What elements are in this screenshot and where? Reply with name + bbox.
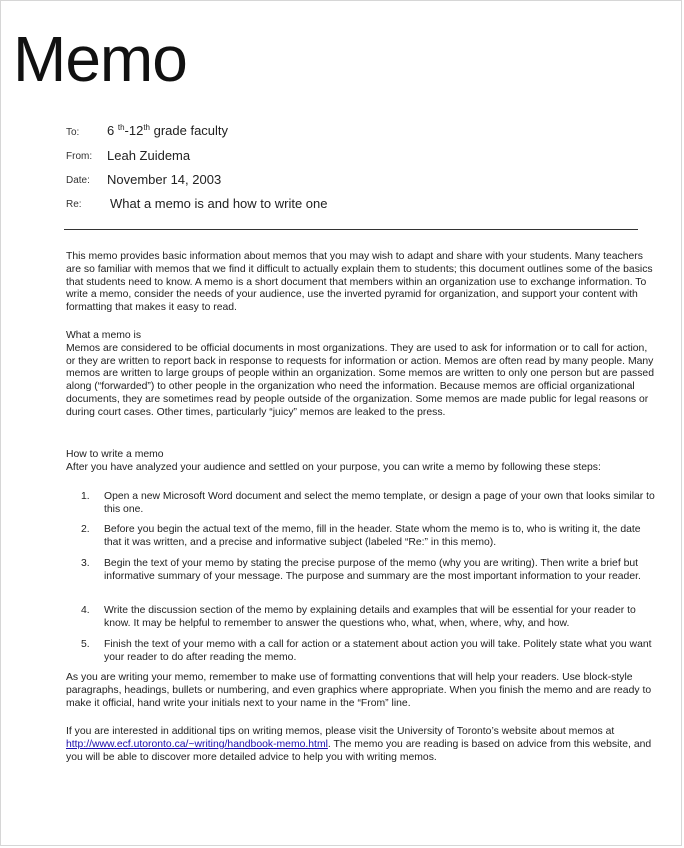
date-label: Date: (66, 175, 90, 186)
section-heading: How to write a memo (66, 449, 164, 460)
section-text: After you have analyzed your audience and settled on your purpose, you can write a memo by following these steps: (66, 461, 601, 473)
tips-paragraph: If you are interested in additional tips on writing memos, please visit the University of Toronto’s website about memos at http://www.ecf.utoronto.ca/~writing/handbook-memo.html. The memo you are reading is based on advice from this website, and you will be able to discover more detailed advice to help you with writing memos. (66, 726, 652, 763)
memo-title: Memo (13, 23, 187, 95)
header-divider (64, 229, 638, 230)
re-label: Re: (66, 199, 82, 210)
section-text: Memos are considered to be official documents in most organizations. They are used to ask for information or to call for action, or they are written to report back in response to requests for information or action. Memos are often read by many people. Many memos are written to large groups of people within an organization. Some memos are written to only one person but are passed along (“forwarded”) to other people in the organization who need the information. Because memos are official organizational documents, they are sometimes read by people outside of the organization. Some memos are made public for legal reasons or during court cases. Other times, particularly “juicy” memos are leaked to the press. (66, 342, 654, 418)
re-value: What a memo is and how to write one (110, 196, 328, 211)
date-value: November 14, 2003 (107, 172, 222, 187)
toronto-handbook-link[interactable]: http://www.ecf.utoronto.ca/~writing/handbook-memo.html (66, 738, 328, 750)
intro-paragraph: This memo provides basic information about memos that you may wish to adapt and share with your students. Many teachers are so familiar with memos that we find it difficult to actually explain them to students; this document outlines some of the basics that students need to know. A memo is a short document that members within an organization use to exchange information. To write a memo, consider the needs of your audience, use the inverted pyramid for organization, and support your content with formatting that makes it easy to read. (66, 251, 653, 314)
to-value: 6 $^{th}$-12th grade faculty (107, 123, 229, 138)
from-label: From: (66, 151, 93, 162)
section-how-to-write (66, 449, 656, 475)
memo-page: Memo To: 6 $^{th}$-12th grade faculty From: Leah Zuidema Date: November 14, 2003 Re: What a memo is and how to write one This memo provides basic information about memos that you may wish to adapt and share with your students. Many teachers are so familiar with memos that we find it difficult to actually explain them to students; this document outlines some of the basics that students need to know. A memo is a short document that members within an organization use to exchange information. To write a memo, consider the needs of your audience, use the inverted pyramid for organization, and support your content with formatting that makes it easy to read. What a memo is Memos are considered to be official documents in most organizations. They are used to ask for information or to call for action, or they are written to report back in response to requests for information or action. Memos are often read by many people. Many memos are written to large groups of people within an organization. Some memos are written to only one person but are passed along (“forwarded”) to other people in the organization who need the information. Because memos are official organizational documents, they are sometimes read by people outside of the organization. Some memos are made public for legal reasons or during court cases. Other times, particularly “juicy” memos are leaked to the press. How to write a memo After you have analyzed your audience and settled on your purpose, you can write a memo by following these steps: 1. Open a new Microsoft Word document and select the memo template, or design a page of your own that looks similar to this one. 2. Before you begin the actual text of the memo, fill in the header. State whom the memo is to, who is writing it, the date that it was written, and a precise and informative subject (labeled “Re:” in this memo). 3. Begin the text of your memo by stating the precise purpose of the memo (why you are writing). Then write a brief but informative summary of your message. The purpose and summary are the most important information to your reader. 4. Write the discussion section of the memo by explaining details and examples that will be essential for your reader to know. It may be helpful to remember to answer the questions who, what, when, where, why, and how. 5. Finish the text of your memo with a call for action or a statement about action you will take. Politely state what you want your reader to do after reading the memo. As you are writing your memo, remember to make use of formatting conventions that will help your readers. Use block-style paragraphs, headings, bullets or numbering, and even graphics where appropriate. When you finish the memo and are ready to make it official, hand write your initials next to your name in the “From” line. If you are interested in additional tips on writing memos, please visit the University of Toronto’s website about memos at http://www.ecf.utoronto.ca/~writing/handbook-memo.html. The memo you are reading is based on advice from this website, and you will be able to discover more detailed advice to help you with writing memos. (0, 0, 682, 846)
to-label: To: (66, 127, 80, 138)
closing-paragraph: As you are writing your memo, remember to make use of formatting conventions that will help your readers. Use block-style paragraphs, headings, bullets or numbering, and even graphics where appropriate. When you finish the memo and are ready to make it official, hand write your initials next to your name in the “From” line. (66, 672, 652, 709)
section-heading: What a memo is (66, 330, 142, 341)
section-what-a-memo-is (66, 330, 656, 420)
from-value: Leah Zuidema (107, 148, 191, 163)
